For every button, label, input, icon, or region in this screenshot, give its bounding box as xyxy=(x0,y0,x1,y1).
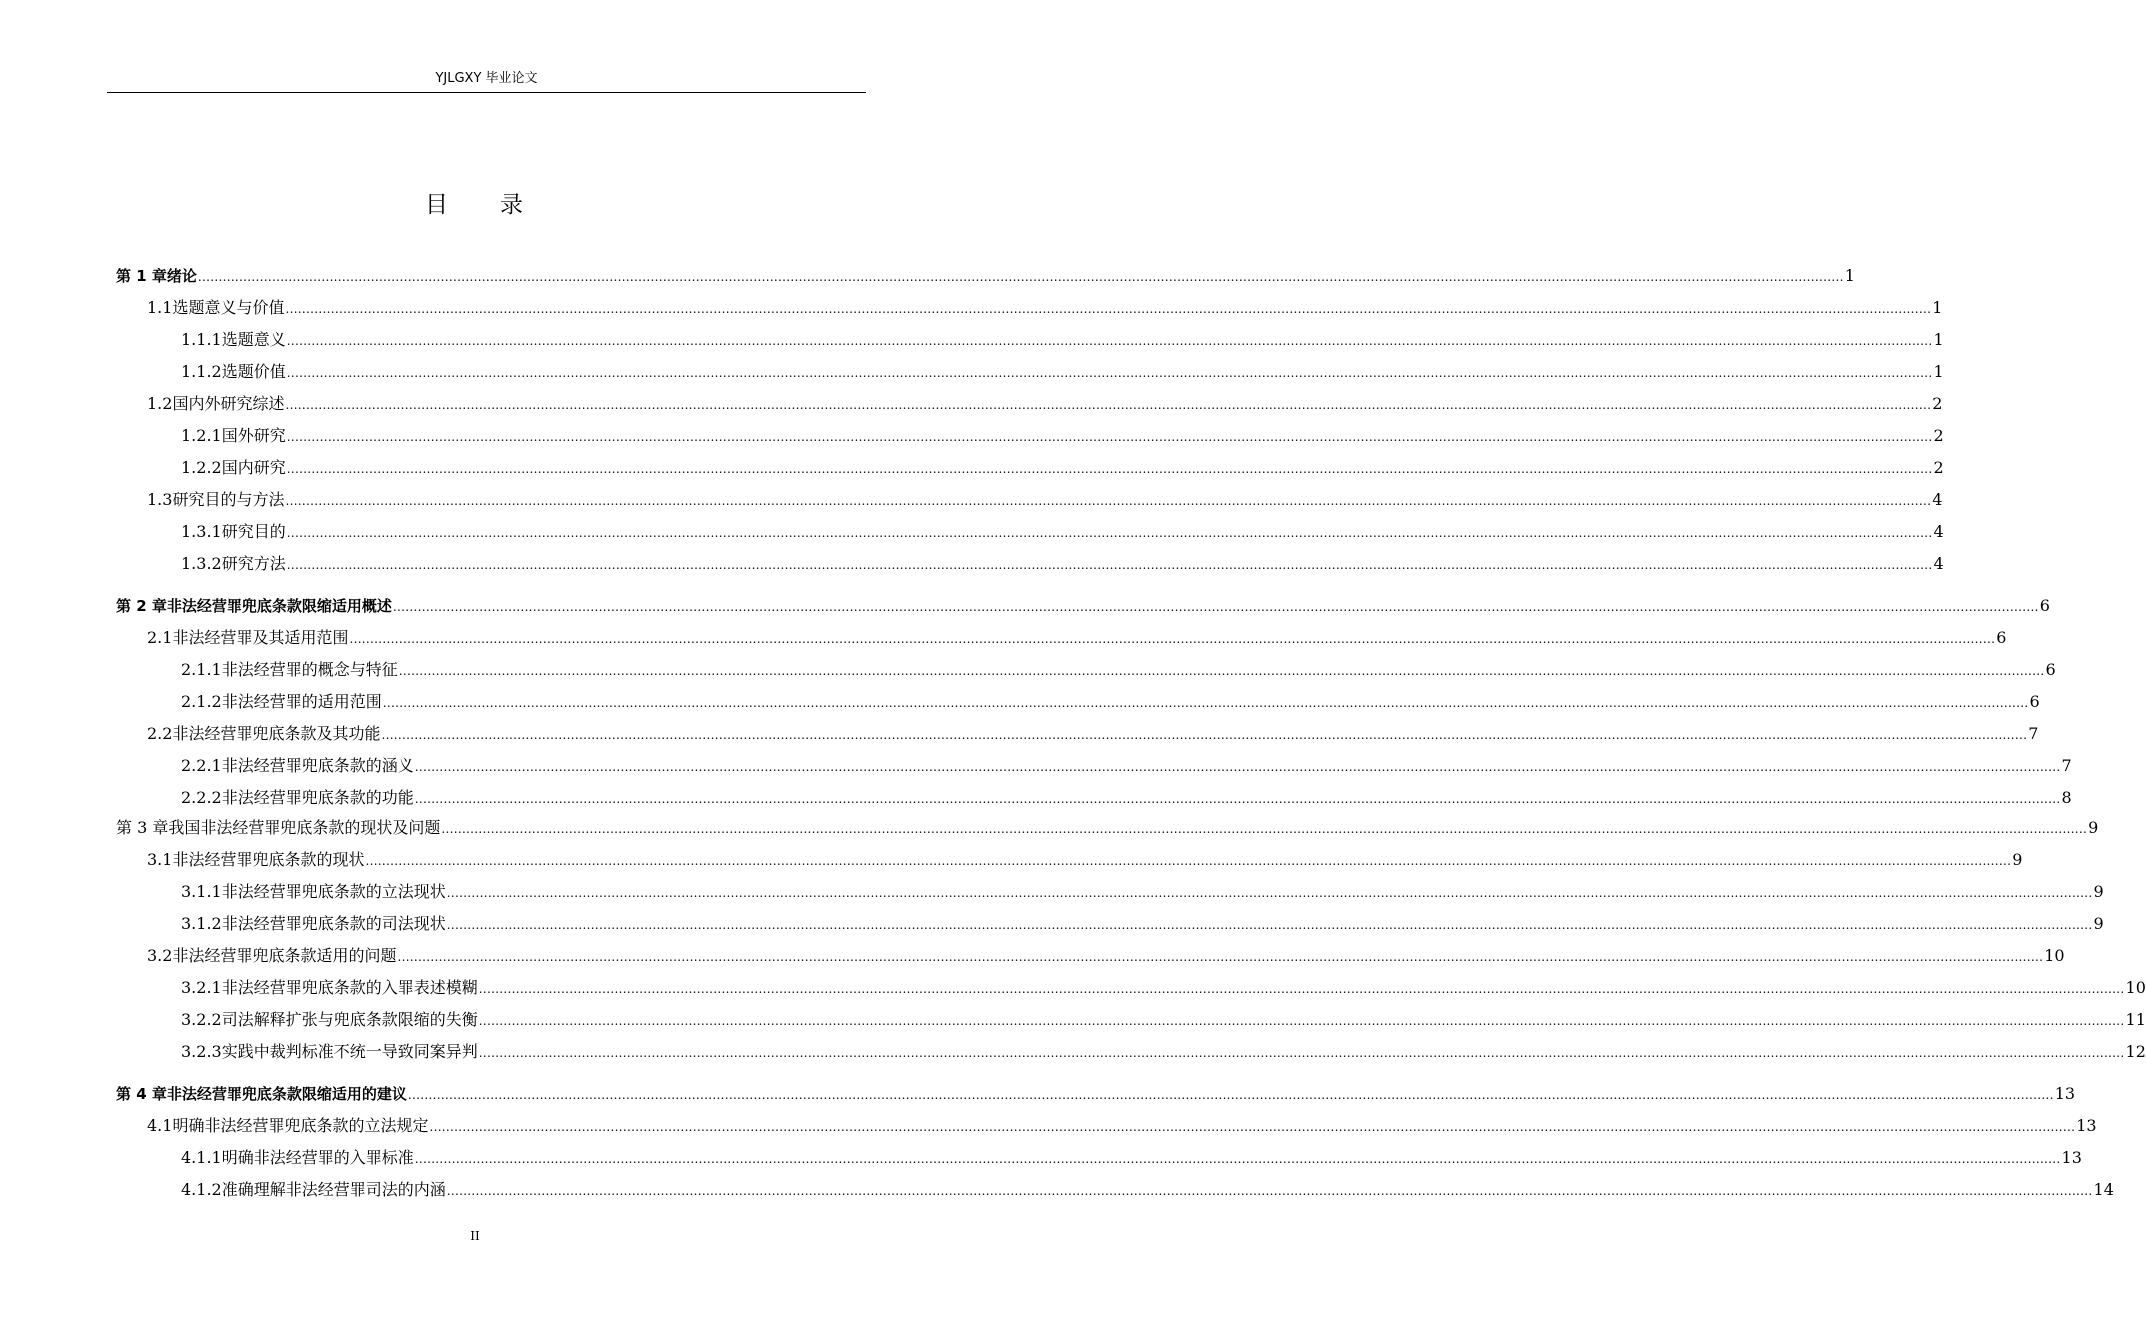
toc-entry-page: 10 xyxy=(2125,978,2146,997)
toc-entry[interactable] xyxy=(147,848,2023,872)
toc-entry-number: 第 1 章 xyxy=(116,267,167,285)
toc-entry-page: 6 xyxy=(2039,596,2050,615)
toc-entry-title: 非法经营罪兜底条款的立法现状 xyxy=(221,882,446,901)
toc-dot-leader: ................................................................................................................................................................................................................................................................................................................................................................................................................ xyxy=(429,1120,2076,1134)
toc-entry-page: 4 xyxy=(1933,522,1944,541)
toc-entry[interactable] xyxy=(116,594,2050,618)
toc-dot-leader: ................................................................................................................................................................................................................................................................................................................................................................................................................ xyxy=(381,728,2028,742)
page-number: II xyxy=(470,1229,480,1243)
toc-entry-number: 4.1.1 xyxy=(181,1148,222,1167)
toc-entry[interactable] xyxy=(181,360,1944,384)
toc-entry[interactable] xyxy=(181,1040,2146,1064)
toc-dot-leader: ................................................................................................................................................................................................................................................................................................................................................................................................................ xyxy=(478,982,2125,996)
toc-entry-page: 9 xyxy=(2093,914,2104,933)
toc-entry-title: 非法经营罪的适用范围 xyxy=(221,692,382,711)
toc-entry-page: 9 xyxy=(2093,882,2104,901)
toc-entry-number: 1.2.2 xyxy=(181,458,222,477)
toc-dot-leader: ................................................................................................................................................................................................................................................................................................................................................................................................................ xyxy=(441,822,2088,836)
toc-entry-title: 非法经营罪的概念与特征 xyxy=(221,660,398,679)
toc-entry-number: 第 3 章 xyxy=(116,818,169,837)
toc-entry-number: 2.1.1 xyxy=(181,660,222,679)
toc-dot-leader: ................................................................................................................................................................................................................................................................................................................................................................................................................ xyxy=(397,950,2044,964)
toc-entry[interactable] xyxy=(181,1178,2114,1202)
toc-entry-number: 4.1 xyxy=(147,1116,173,1135)
toc-entry[interactable] xyxy=(147,296,1943,320)
toc-dot-leader: ................................................................................................................................................................................................................................................................................................................................................................................................................ xyxy=(446,886,2093,900)
toc-dot-leader: ................................................................................................................................................................................................................................................................................................................................................................................................................ xyxy=(286,366,1933,380)
toc-entry-page: 9 xyxy=(2088,818,2099,837)
toc-entry-number: 2.2 xyxy=(147,724,173,743)
toc-entry-page: 4 xyxy=(1933,554,1944,573)
toc-entry-title: 非法经营罪及其适用范围 xyxy=(172,628,349,647)
toc-entry-number: 1.2 xyxy=(147,394,173,413)
toc-entry-number: 1.1.2 xyxy=(181,362,222,381)
toc-entry-number: 1.2.1 xyxy=(181,426,222,445)
toc-entry-page: 6 xyxy=(2029,692,2040,711)
toc-dot-leader: ................................................................................................................................................................................................................................................................................................................................................................................................................ xyxy=(286,430,1933,444)
toc-entry-title: 实践中裁判标准不统一导致同案异判 xyxy=(221,1042,478,1061)
toc-entry-title: 研究方法 xyxy=(221,554,286,573)
toc-entry-page: 13 xyxy=(2076,1116,2097,1135)
toc-entry-title: 选题意义与价值 xyxy=(172,298,285,317)
toc-dot-leader: ................................................................................................................................................................................................................................................................................................................................................................................................................ xyxy=(414,1152,2061,1166)
toc-dot-leader: ................................................................................................................................................................................................................................................................................................................................................................................................................ xyxy=(414,760,2061,774)
toc-dot-leader: ................................................................................................................................................................................................................................................................................................................................................................................................................ xyxy=(349,632,1996,646)
toc-entry-title: 选题价值 xyxy=(221,362,286,381)
toc-entry-number: 第 4 章 xyxy=(116,1085,167,1103)
toc-entry-page: 1 xyxy=(1933,362,1944,381)
toc-entry-title: 非法经营罪兜底条款的功能 xyxy=(221,788,414,807)
toc-entry-number: 1.1.1 xyxy=(181,330,222,349)
toc-title: 目 录 xyxy=(425,192,525,218)
toc-entry-page: 4 xyxy=(1932,490,1943,509)
toc-dot-leader: ................................................................................................................................................................................................................................................................................................................................................................................................................ xyxy=(285,398,1932,412)
toc-dot-leader: ................................................................................................................................................................................................................................................................................................................................................................................................................ xyxy=(286,526,1933,540)
toc-entry[interactable] xyxy=(181,456,1944,480)
toc-dot-leader: ................................................................................................................................................................................................................................................................................................................................................................................................................ xyxy=(392,600,2039,614)
toc-entry-number: 1.3 xyxy=(147,490,173,509)
toc-entry-number: 3.2.3 xyxy=(181,1042,222,1061)
toc-entry-page: 1 xyxy=(1844,266,1855,285)
toc-entry[interactable] xyxy=(181,424,1944,448)
toc-entry-title: 非法经营罪兜底条款的现状 xyxy=(172,850,365,869)
toc-dot-leader: ................................................................................................................................................................................................................................................................................................................................................................................................................ xyxy=(446,918,2093,932)
toc-dot-leader: ................................................................................................................................................................................................................................................................................................................................................................................................................ xyxy=(446,1184,2093,1198)
toc-dot-leader: ................................................................................................................................................................................................................................................................................................................................................................................................................ xyxy=(285,302,1932,316)
toc-entry[interactable] xyxy=(181,754,2072,778)
toc-entry-page: 13 xyxy=(2061,1148,2082,1167)
toc-entry-page: 7 xyxy=(2028,724,2039,743)
toc-entry-number: 1.3.2 xyxy=(181,554,222,573)
toc-entry-number: 4.1.2 xyxy=(181,1180,222,1199)
toc-entry[interactable] xyxy=(181,976,2146,1000)
toc-entry-title: 非法经营罪兜底条款的司法现状 xyxy=(221,914,446,933)
toc-dot-leader: ................................................................................................................................................................................................................................................................................................................................................................................................................ xyxy=(478,1014,2125,1028)
toc-entry-title: 非法经营罪兜底条款限缩适用概述 xyxy=(166,597,392,615)
toc-entry-title: 我国非法经营罪兜底条款的现状及问题 xyxy=(168,818,441,837)
toc-entry[interactable] xyxy=(181,1008,2146,1032)
toc-dot-leader: ................................................................................................................................................................................................................................................................................................................................................................................................................ xyxy=(286,334,1933,348)
toc-entry[interactable] xyxy=(147,626,2007,650)
toc-entry-number: 2.1 xyxy=(147,628,173,647)
toc-dot-leader: ................................................................................................................................................................................................................................................................................................................................................................................................................ xyxy=(286,558,1933,572)
toc-dot-leader: ................................................................................................................................................................................................................................................................................................................................................................................................................ xyxy=(398,664,2045,678)
toc-entry[interactable] xyxy=(147,1114,2097,1138)
toc-entry[interactable] xyxy=(147,392,1943,416)
toc-entry-page: 11 xyxy=(2125,1010,2146,1029)
toc-entry-title: 国内研究 xyxy=(221,458,286,477)
toc-entry-title: 研究目的与方法 xyxy=(172,490,285,509)
toc-entry-page: 7 xyxy=(2061,756,2072,775)
toc-entry-number: 3.2 xyxy=(147,946,173,965)
toc-entry[interactable] xyxy=(116,1082,2076,1106)
toc-entry[interactable] xyxy=(181,328,1944,352)
toc-entry[interactable] xyxy=(181,880,2104,904)
toc-entry-page: 9 xyxy=(2012,850,2023,869)
toc-entry-title: 准确理解非法经营罪司法的内涵 xyxy=(221,1180,446,1199)
toc-entry-number: 2.2.2 xyxy=(181,788,222,807)
toc-entry-page: 6 xyxy=(1996,628,2007,647)
toc-entry-title: 明确非法经营罪兜底条款的立法规定 xyxy=(172,1116,429,1135)
toc-dot-leader: ................................................................................................................................................................................................................................................................................................................................................................................................................ xyxy=(407,1088,2054,1102)
toc-entry-title: 研究目的 xyxy=(221,522,286,541)
toc-entry-page: 1 xyxy=(1932,298,1943,317)
toc-entry-page: 6 xyxy=(2045,660,2056,679)
toc-entry[interactable] xyxy=(147,944,2065,968)
toc-entry-title: 非法经营罪兜底条款适用的问题 xyxy=(172,946,397,965)
toc-entry[interactable] xyxy=(181,552,1944,576)
toc-entry-page: 14 xyxy=(2093,1180,2114,1199)
toc-entry[interactable] xyxy=(181,912,2104,936)
toc-entry-title: 明确非法经营罪的入罪标准 xyxy=(221,1148,414,1167)
toc-dot-leader: ................................................................................................................................................................................................................................................................................................................................................................................................................ xyxy=(414,792,2061,806)
toc-entry-title: 司法解释扩张与兜底条款限缩的失衡 xyxy=(221,1010,478,1029)
page-header: YJLGXY 毕业论文 xyxy=(107,66,866,93)
toc-entry-number: 2.1.2 xyxy=(181,692,222,711)
toc-entry-title: 国外研究 xyxy=(221,426,286,445)
toc-entry[interactable] xyxy=(116,264,1855,288)
toc-entry-number: 1.3.1 xyxy=(181,522,222,541)
toc-entry-title: 非法经营罪兜底条款的入罪表述模糊 xyxy=(221,978,478,997)
toc-entry-page: 1 xyxy=(1933,330,1944,349)
toc-entry-number: 3.2.1 xyxy=(181,978,222,997)
toc-entry[interactable] xyxy=(181,658,2056,682)
toc-dot-leader: ................................................................................................................................................................................................................................................................................................................................................................................................................ xyxy=(478,1046,2125,1060)
toc-entry-number: 1.1 xyxy=(147,298,173,317)
toc-entry-number: 3.1.1 xyxy=(181,882,222,901)
toc-entry-number: 3.1.2 xyxy=(181,914,222,933)
toc-dot-leader: ................................................................................................................................................................................................................................................................................................................................................................................................................ xyxy=(382,696,2029,710)
toc-entry-title: 非法经营罪兜底条款的涵义 xyxy=(221,756,414,775)
toc-dot-leader: ................................................................................................................................................................................................................................................................................................................................................................................................................ xyxy=(197,270,1844,284)
toc-entry-number: 3.1 xyxy=(147,850,173,869)
toc-entry-page: 10 xyxy=(2044,946,2065,965)
toc-entry-number: 3.2.2 xyxy=(181,1010,222,1029)
toc-entry[interactable] xyxy=(116,816,2099,840)
toc-dot-leader: ................................................................................................................................................................................................................................................................................................................................................................................................................ xyxy=(365,854,2012,868)
toc-entry[interactable] xyxy=(181,690,2040,714)
toc-entry-title: 选题意义 xyxy=(221,330,286,349)
toc-entry[interactable] xyxy=(147,488,1943,512)
toc-entry-title: 非法经营罪兜底条款及其功能 xyxy=(172,724,381,743)
toc-entry-title: 非法经营罪兜底条款限缩适用的建议 xyxy=(166,1085,407,1103)
toc-entry-page: 2 xyxy=(1932,394,1943,413)
toc-entry[interactable] xyxy=(181,1146,2082,1170)
toc-entry-number: 2.2.1 xyxy=(181,756,222,775)
toc-dot-leader: ................................................................................................................................................................................................................................................................................................................................................................................................................ xyxy=(286,462,1933,476)
toc-entry-page: 2 xyxy=(1933,426,1944,445)
toc-entry[interactable] xyxy=(181,786,2072,810)
toc-entry-title: 绪论 xyxy=(166,267,197,285)
toc-entry-page: 13 xyxy=(2054,1084,2076,1103)
toc-entry[interactable] xyxy=(181,520,1944,544)
toc-entry[interactable] xyxy=(147,722,2039,746)
toc-entry-page: 2 xyxy=(1933,458,1944,477)
toc-entry-page: 8 xyxy=(2061,788,2072,807)
toc-entry-title: 国内外研究综述 xyxy=(172,394,285,413)
toc-entry-page: 12 xyxy=(2125,1042,2146,1061)
toc-dot-leader: ................................................................................................................................................................................................................................................................................................................................................................................................................ xyxy=(285,494,1932,508)
toc-entry-number: 第 2 章 xyxy=(116,597,167,615)
